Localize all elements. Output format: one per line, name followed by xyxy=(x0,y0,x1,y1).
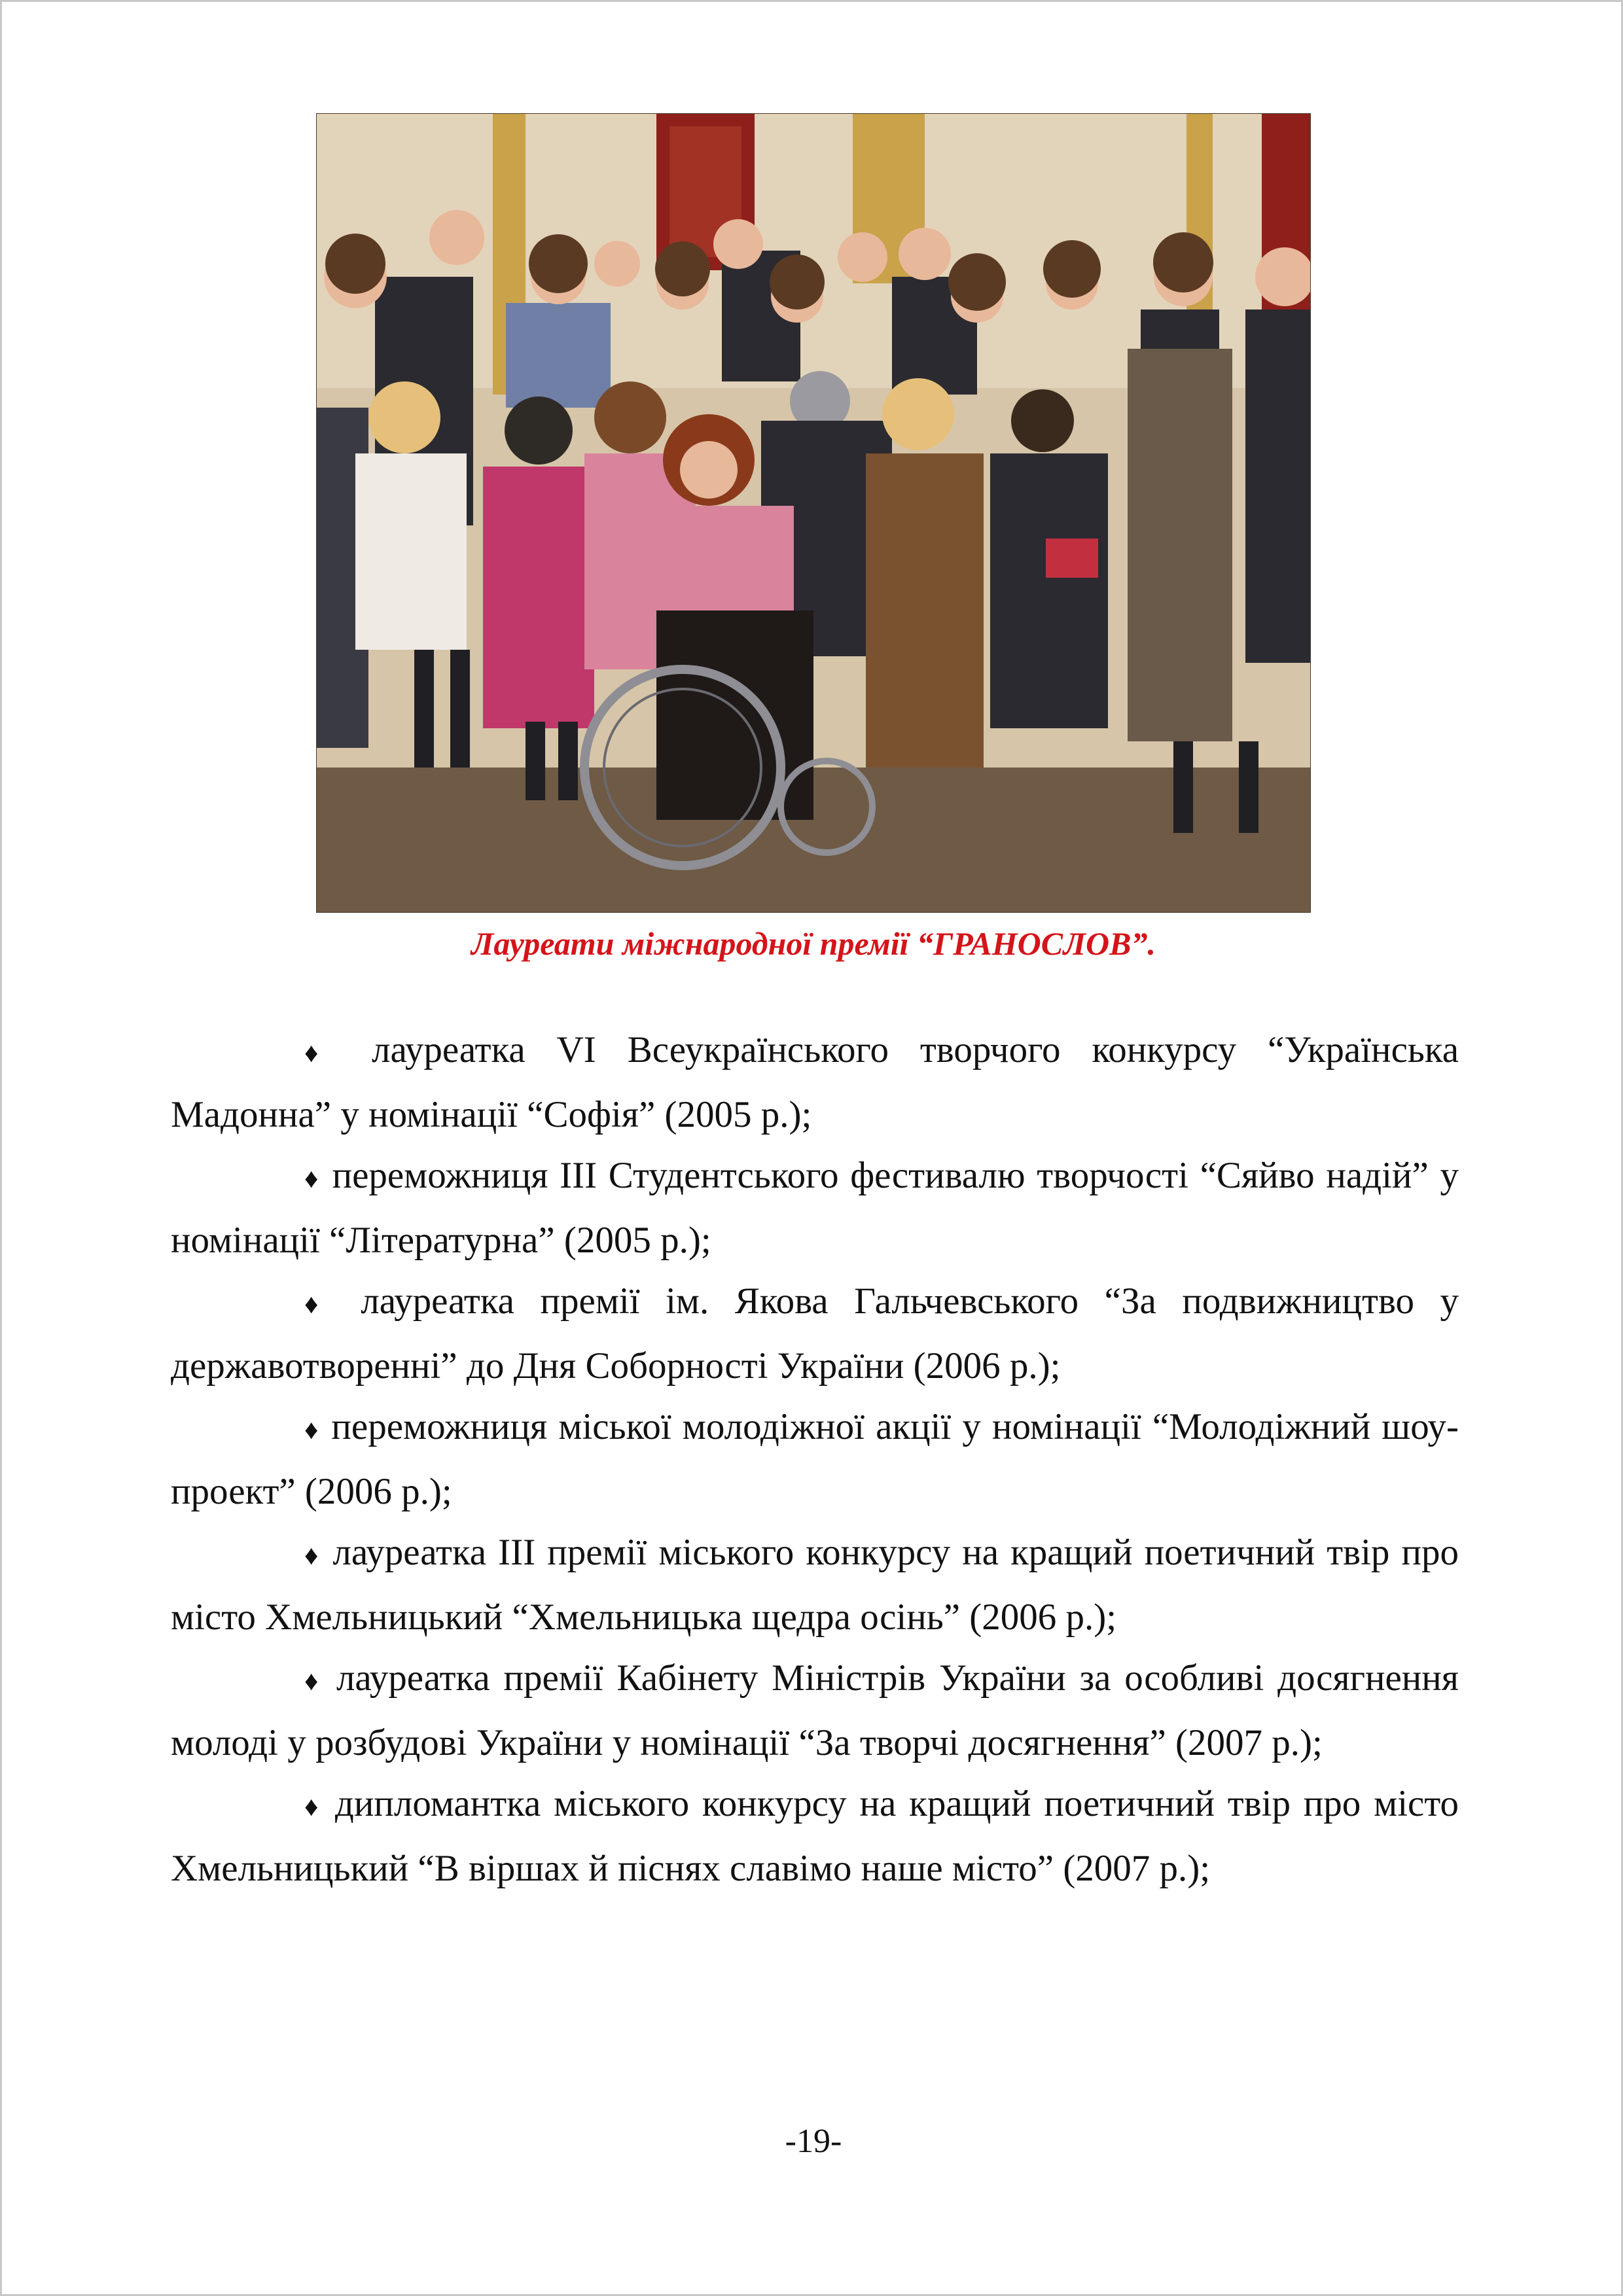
diamond-bullet-icon: ♦ xyxy=(304,1792,323,1822)
diamond-bullet-icon: ♦ xyxy=(304,1038,341,1069)
list-item-text: переможниця III Студентського фестивалю творчості “Сяйво надій” у номінації “Літературна” (2005 р.); xyxy=(171,1155,1459,1261)
photo-caption: Лауреати міжнародної премії “ГРАНОСЛОВ”. xyxy=(471,925,1156,962)
list-item xyxy=(171,1648,1459,1773)
list-item-text: лауреатка III премії міського конкурсу на кращий поетичний твір про місто Хмельницький “Хмельницька щедра осінь” (2006 р.); xyxy=(171,1532,1459,1638)
page-number: -19- xyxy=(785,2123,842,2160)
list-item xyxy=(171,1145,1459,1271)
group-photo-illustration xyxy=(316,113,1311,913)
list-item xyxy=(171,1271,1459,1396)
diamond-bullet-icon: ♦ xyxy=(304,1164,321,1194)
awards-list xyxy=(171,1019,1459,1899)
group-photo xyxy=(316,113,1311,913)
diamond-bullet-icon: ♦ xyxy=(304,1541,321,1571)
list-item xyxy=(171,1522,1459,1648)
list-item xyxy=(171,1773,1459,1899)
diamond-bullet-icon: ♦ xyxy=(304,1290,335,1320)
list-item-text: переможниця міської молодіжної акції у номінації “Молодіжний шоу-проект” (2006 р.); xyxy=(171,1406,1459,1512)
list-item-text: лауреатка премії Кабінету Міністрів України за особливі досягнення молоді у розбудові України у номінації “За творчі досягнення” (2007 р.); xyxy=(171,1657,1459,1763)
list-item-text: лауреатка VI Всеукраїнського творчого конкурсу “Українська Мадонна” у номінації “Софія” (2005 р.); xyxy=(171,1029,1459,1135)
list-item xyxy=(171,1396,1459,1522)
diamond-bullet-icon: ♦ xyxy=(304,1667,323,1697)
list-item-text: дипломантка міського конкурсу на кращий поетичний твір про місто Хмельницький “В віршах й піснях славімо наше місто” (2007 р.); xyxy=(171,1783,1459,1889)
list-item-text: лауреатка премії ім. Якова Гальчевського “За подвижництво у державотворенні” до Дня Соборності України (2006 р.); xyxy=(171,1280,1459,1386)
list-item xyxy=(171,1019,1459,1145)
diamond-bullet-icon: ♦ xyxy=(304,1415,321,1445)
